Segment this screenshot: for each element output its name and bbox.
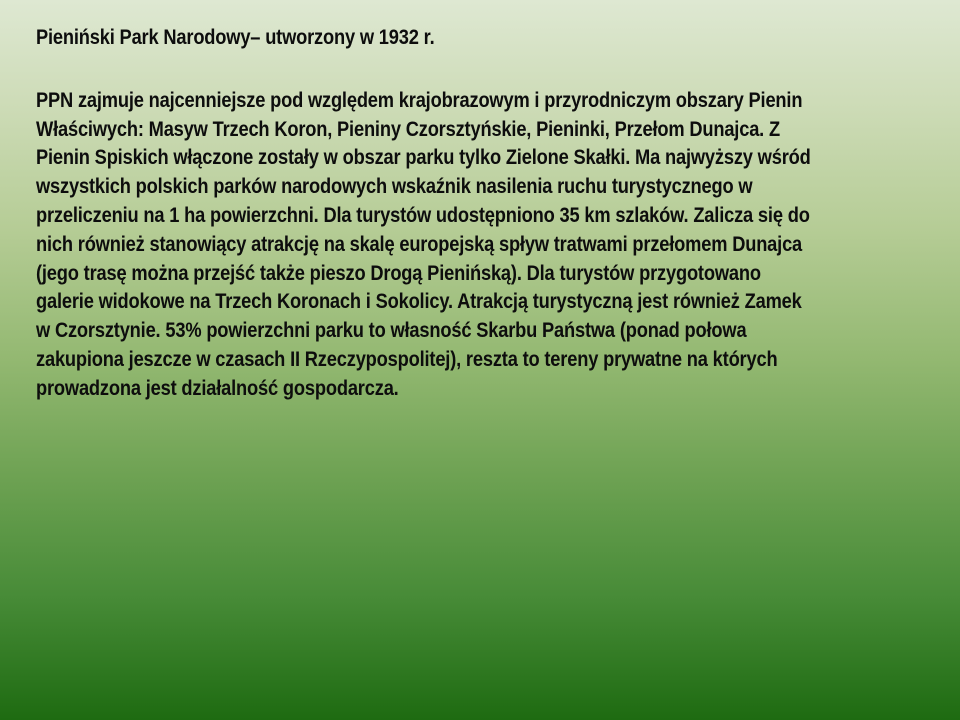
body-line: Właściwych: Masyw Trzech Koron, Pieniny Czorsztyńskie, Pieninki, Przełom Dunajca. Z bbox=[36, 117, 780, 141]
body-line: PPN zajmuje najcenniejsze pod względem krajobrazowym i przyrodniczym obszary Pienin bbox=[36, 88, 803, 112]
body-line: prowadzona jest działalność gospodarcza. bbox=[36, 376, 399, 400]
slide-content bbox=[36, 24, 915, 404]
body-line: przeliczeniu na 1 ha powierzchni. Dla turystów udostępniono 35 km szlaków. Zalicza się do bbox=[36, 203, 810, 227]
body-line: w Czorsztynie. 53% powierzchni parku to własność Skarbu Państwa (ponad połowa bbox=[36, 319, 747, 343]
body-line: zakupiona jeszcze w czasach II Rzeczypospolitej), reszta to tereny prywatne na których bbox=[36, 347, 778, 371]
body-line: wszystkich polskich parków narodowych wskaźnik nasilenia ruchu turystycznego w bbox=[36, 175, 753, 199]
slide-body bbox=[36, 87, 915, 404]
body-line: (jego trasę można przejść także pieszo Drogą Pienińską). Dla turystów przygotowano bbox=[36, 261, 761, 285]
body-line: nich również stanowiący atrakcję na skalę europejską spływ tratwami przełomem Dunajca bbox=[36, 232, 803, 256]
body-line: galerie widokowe na Trzech Koronach i Sokolicy. Atrakcją turystyczną jest również Zamek bbox=[36, 290, 802, 314]
slide-title: Pieniński Park Narodowy– utworzony w 1932 r. bbox=[36, 26, 435, 49]
body-line: Pienin Spiskich włączone zostały w obszar parku tylko Zielone Skałki. Ma najwyższy wśród bbox=[36, 146, 811, 170]
